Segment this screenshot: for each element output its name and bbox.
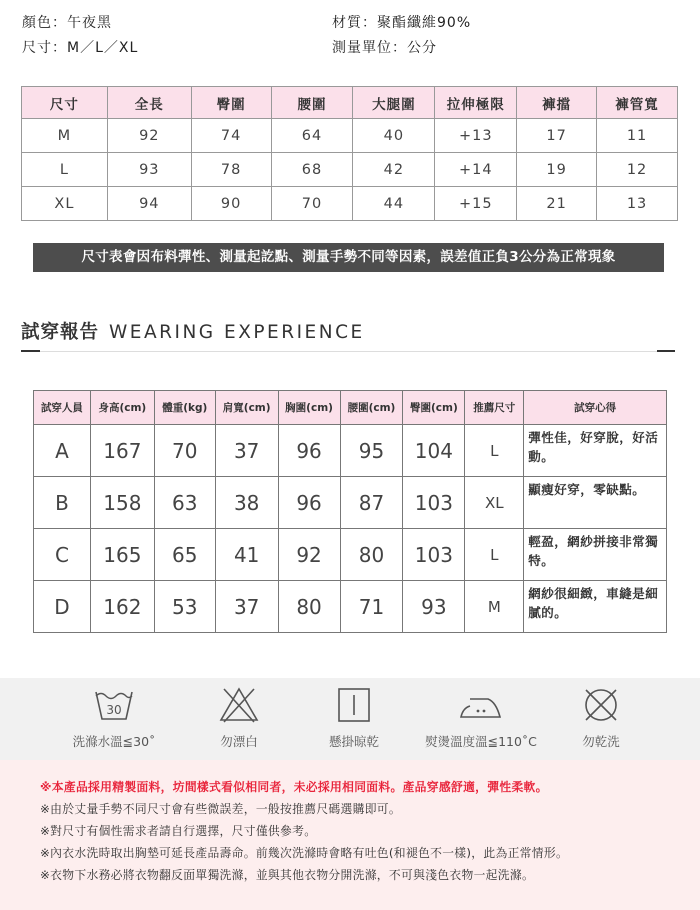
note-item: ※由於丈量手勢不同尺寸會有些微誤差，一般按推薦尺碼選購即可。 bbox=[40, 802, 401, 816]
size-cell: 93 bbox=[107, 153, 191, 187]
hang-dry-icon bbox=[333, 686, 375, 724]
section-title bbox=[21, 318, 365, 344]
size-cell: 64 bbox=[271, 119, 353, 153]
divider-accent-right bbox=[657, 350, 675, 352]
wear-cell: 65 bbox=[154, 529, 215, 581]
size-tolerance-note: 尺寸表會因布料彈性、測量起訖點、測量手勢不同等因素，誤差值正負3公分為正常現象 bbox=[33, 243, 664, 272]
size-cell: 19 bbox=[517, 153, 597, 187]
table-row bbox=[34, 477, 667, 529]
size-header-cell: 全長 bbox=[107, 87, 191, 119]
size-cell: +13 bbox=[435, 119, 517, 153]
color-info: 顏色：午夜黑 bbox=[22, 15, 112, 31]
size-header-cell: 臀圍 bbox=[191, 87, 271, 119]
notes-list bbox=[40, 776, 568, 886]
wear-cell: 70 bbox=[154, 425, 215, 477]
wear-header-cell: 臀圍(cm) bbox=[403, 391, 465, 425]
material-info: 材質：聚酯纖維90% bbox=[332, 15, 472, 31]
size-header-cell: 腰圍 bbox=[271, 87, 353, 119]
care-dryclean bbox=[541, 686, 661, 750]
wear-header-cell: 腰圍(cm) bbox=[340, 391, 403, 425]
wear-cell: 95 bbox=[340, 425, 403, 477]
care-label: 懸掛晾乾 bbox=[328, 734, 379, 749]
care-dry bbox=[294, 686, 414, 750]
size-cell: 70 bbox=[271, 187, 353, 221]
size-cell: 44 bbox=[353, 187, 435, 221]
size-cell: M bbox=[22, 119, 108, 153]
size-cell: 17 bbox=[517, 119, 597, 153]
size-cell: +14 bbox=[435, 153, 517, 187]
wear-cell: 38 bbox=[215, 477, 278, 529]
note-item: ※本產品採用精製面料，坊間樣式看似相同者，未必採用相同面料。產品穿感舒適，彈性柔軟。 bbox=[40, 780, 548, 794]
wear-comment: 網紗很細緻，車縫是細膩的。 bbox=[524, 581, 667, 633]
divider-accent-left bbox=[21, 350, 40, 352]
note-item: ※內衣水洗時取出胸墊可延長產品壽命。前幾次洗滌時會略有吐色(和褪色不一樣)，此為正常情形。 bbox=[40, 846, 569, 860]
size-header-cell: 褲管寬 bbox=[597, 87, 678, 119]
wear-cell: 80 bbox=[278, 581, 340, 633]
unit-info: 測量單位：公分 bbox=[332, 40, 437, 56]
wear-cell: D bbox=[34, 581, 91, 633]
size-cell: 92 bbox=[107, 119, 191, 153]
size-cell: 11 bbox=[597, 119, 678, 153]
table-row bbox=[22, 187, 678, 221]
wear-cell: 93 bbox=[403, 581, 465, 633]
size-info: 尺寸：M／L／XL bbox=[22, 40, 139, 56]
wear-header-cell: 胸圍(cm) bbox=[278, 391, 340, 425]
wear-cell: A bbox=[34, 425, 91, 477]
wear-cell: 103 bbox=[403, 477, 465, 529]
wear-cell: 104 bbox=[403, 425, 465, 477]
wear-cell: 87 bbox=[340, 477, 403, 529]
wear-cell: 165 bbox=[90, 529, 154, 581]
care-wash bbox=[54, 686, 174, 750]
size-table-header bbox=[22, 87, 678, 119]
wearing-table-header bbox=[34, 391, 667, 425]
table-row bbox=[34, 581, 667, 633]
size-cell: 90 bbox=[191, 187, 271, 221]
size-header-cell: 大腿圍 bbox=[353, 87, 435, 119]
wear-cell: 92 bbox=[278, 529, 340, 581]
wear-cell: 71 bbox=[340, 581, 403, 633]
table-row bbox=[34, 529, 667, 581]
table-row bbox=[22, 119, 678, 153]
size-cell: 42 bbox=[353, 153, 435, 187]
size-cell: XL bbox=[22, 187, 108, 221]
size-cell: 74 bbox=[191, 119, 271, 153]
care-label: 熨燙溫度溫≦110˚C bbox=[425, 734, 537, 749]
wear-cell: 158 bbox=[90, 477, 154, 529]
wear-comment: 顯瘦好穿，零缺點。 bbox=[524, 477, 667, 529]
note-item: ※對尺寸有個性需求者請自行選擇，尺寸僅供參考。 bbox=[40, 824, 317, 838]
size-cell: 12 bbox=[597, 153, 678, 187]
size-cell: L bbox=[22, 153, 108, 187]
wear-header-cell: 推薦尺寸 bbox=[465, 391, 524, 425]
size-cell: +15 bbox=[435, 187, 517, 221]
table-row bbox=[22, 153, 678, 187]
wear-cell: 167 bbox=[90, 425, 154, 477]
wear-header-cell: 試穿人員 bbox=[34, 391, 91, 425]
care-iron bbox=[416, 686, 546, 750]
care-label: 洗滌水溫≦30˚ bbox=[72, 734, 156, 749]
wear-cell: L bbox=[465, 425, 524, 477]
wear-cell: M bbox=[465, 581, 524, 633]
wear-cell: B bbox=[34, 477, 91, 529]
wear-header-cell: 體重(kg) bbox=[154, 391, 215, 425]
size-header-cell: 拉伸極限 bbox=[435, 87, 517, 119]
wash-30-icon bbox=[93, 686, 135, 724]
care-label: 勿乾洗 bbox=[582, 734, 620, 749]
size-header-cell: 褲擋 bbox=[517, 87, 597, 119]
wear-cell: L bbox=[465, 529, 524, 581]
wear-cell: 37 bbox=[215, 581, 278, 633]
care-bleach bbox=[179, 686, 299, 750]
size-header-cell: 尺寸 bbox=[22, 87, 108, 119]
section-title-cn: 試穿報告 bbox=[21, 322, 100, 343]
size-cell: 40 bbox=[353, 119, 435, 153]
wear-cell: 41 bbox=[215, 529, 278, 581]
wear-cell: C bbox=[34, 529, 91, 581]
wear-comment: 彈性佳，好穿脫，好活動。 bbox=[524, 425, 667, 477]
wear-header-cell: 肩寬(cm) bbox=[215, 391, 278, 425]
size-cell: 68 bbox=[271, 153, 353, 187]
size-cell: 13 bbox=[597, 187, 678, 221]
wear-cell: 96 bbox=[278, 425, 340, 477]
wear-cell: XL bbox=[465, 477, 524, 529]
size-cell: 78 bbox=[191, 153, 271, 187]
wear-header-cell: 身高(cm) bbox=[90, 391, 154, 425]
wear-cell: 53 bbox=[154, 581, 215, 633]
section-title-en: WEARING EXPERIENCE bbox=[109, 322, 365, 343]
wear-cell: 162 bbox=[90, 581, 154, 633]
note-item: ※衣物下水務必將衣物翻反面單獨洗滌，並與其他衣物分開洗滌，不可與淺色衣物一起洗滌。 bbox=[40, 868, 535, 882]
wear-header-cell: 試穿心得 bbox=[524, 391, 667, 425]
size-cell: 94 bbox=[107, 187, 191, 221]
iron-low-icon bbox=[458, 686, 504, 724]
wear-cell: 37 bbox=[215, 425, 278, 477]
size-table bbox=[21, 86, 678, 221]
wear-cell: 63 bbox=[154, 477, 215, 529]
wear-cell: 96 bbox=[278, 477, 340, 529]
table-row bbox=[34, 425, 667, 477]
size-cell: 21 bbox=[517, 187, 597, 221]
divider bbox=[21, 351, 675, 352]
wearing-table bbox=[33, 390, 667, 633]
wear-cell: 103 bbox=[403, 529, 465, 581]
no-dry-clean-icon bbox=[580, 686, 622, 724]
wear-comment: 輕盈，網紗拼接非常獨特。 bbox=[524, 529, 667, 581]
wear-cell: 80 bbox=[340, 529, 403, 581]
wash-temp-text: 30 bbox=[106, 703, 122, 717]
care-label: 勿漂白 bbox=[220, 734, 258, 749]
no-bleach-icon bbox=[218, 686, 260, 724]
